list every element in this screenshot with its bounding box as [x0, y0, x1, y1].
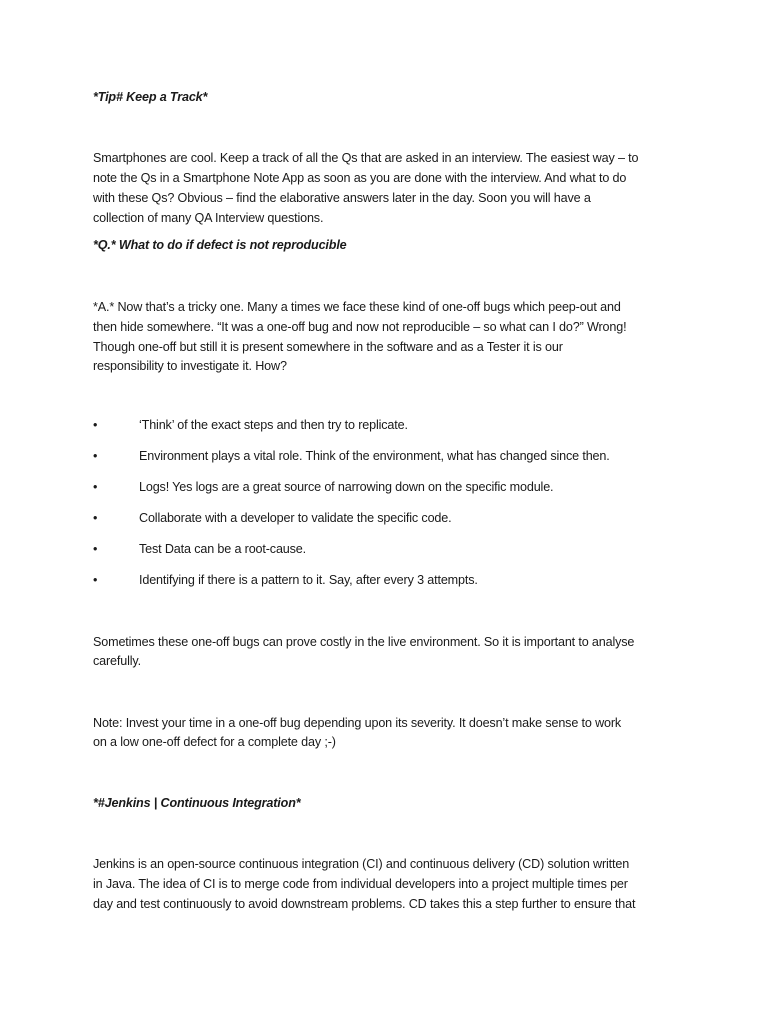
paragraph-line: collection of many QA Interview questions.	[93, 211, 324, 225]
bullet-icon: •	[93, 418, 98, 432]
bullet-icon: •	[93, 449, 98, 463]
list-item	[93, 415, 408, 435]
paragraph-line: responsibility to investigate it. How?	[93, 359, 287, 373]
list-item	[93, 477, 553, 497]
paragraph-line: carefully.	[93, 654, 141, 668]
paragraph-line: then hide somewhere. “It was a one-off bug and now not reproducible – so what can I do?” Wrong!	[93, 320, 627, 334]
bullet-icon: •	[93, 542, 98, 556]
bullet-icon: •	[93, 511, 98, 525]
list-item	[93, 508, 451, 528]
list-item	[93, 570, 478, 590]
paragraph-line: Jenkins is an open-source continuous integration (CI) and continuous delivery (CD) solution written	[93, 857, 630, 871]
heading-question: *Q.* What to do if defect is not reproducible	[93, 238, 347, 252]
list-item-text: ‘Think’ of the exact steps and then try to replicate.	[139, 418, 408, 432]
paragraph-line: Though one-off but still it is present somewhere in the software and as a Tester it is our	[93, 340, 563, 354]
paragraph-line: Smartphones are cool. Keep a track of all the Qs that are asked in an interview. The easiest way – to	[93, 151, 639, 165]
list-item-text: Test Data can be a root-cause.	[139, 542, 307, 556]
paragraph-line: on a low one-off defect for a complete day ;-)	[93, 735, 336, 749]
list-item-text: Identifying if there is a pattern to it. Say, after every 3 attempts.	[139, 573, 478, 587]
paragraph-line: Sometimes these one-off bugs can prove costly in the live environment. So it is important to analyse	[93, 635, 635, 649]
paragraph-line: with these Qs? Obvious – find the elaborative answers later in the day. Soon you will have a	[93, 191, 591, 205]
paragraph-line: Note: Invest your time in a one-off bug depending upon its severity. It doesn’t make sense to work	[93, 716, 622, 730]
list-item-text: Collaborate with a developer to validate the specific code.	[139, 511, 452, 525]
list-item	[93, 539, 306, 559]
bullet-icon: •	[93, 480, 98, 494]
list-item	[93, 446, 610, 466]
list-item-text: Logs! Yes logs are a great source of narrowing down on the specific module.	[139, 480, 554, 494]
paragraph-line: note the Qs in a Smartphone Note App as soon as you are done with the interview. And what to do	[93, 171, 627, 185]
paragraph-line: in Java. The idea of CI is to merge code from individual developers into a project multiple times per	[93, 877, 628, 891]
heading-tip: *Tip# Keep a Track*	[93, 90, 208, 104]
paragraph-line: *A.* Now that’s a tricky one. Many a times we face these kind of one-off bugs which peep-out and	[93, 300, 621, 314]
list-item-text: Environment plays a vital role. Think of the environment, what has changed since then.	[139, 449, 610, 463]
bullet-icon: •	[93, 573, 98, 587]
paragraph-line: day and test continuously to avoid downstream problems. CD takes this a step further to ensure that	[93, 897, 636, 911]
heading-jenkins: *#Jenkins | Continuous Integration*	[93, 796, 301, 810]
